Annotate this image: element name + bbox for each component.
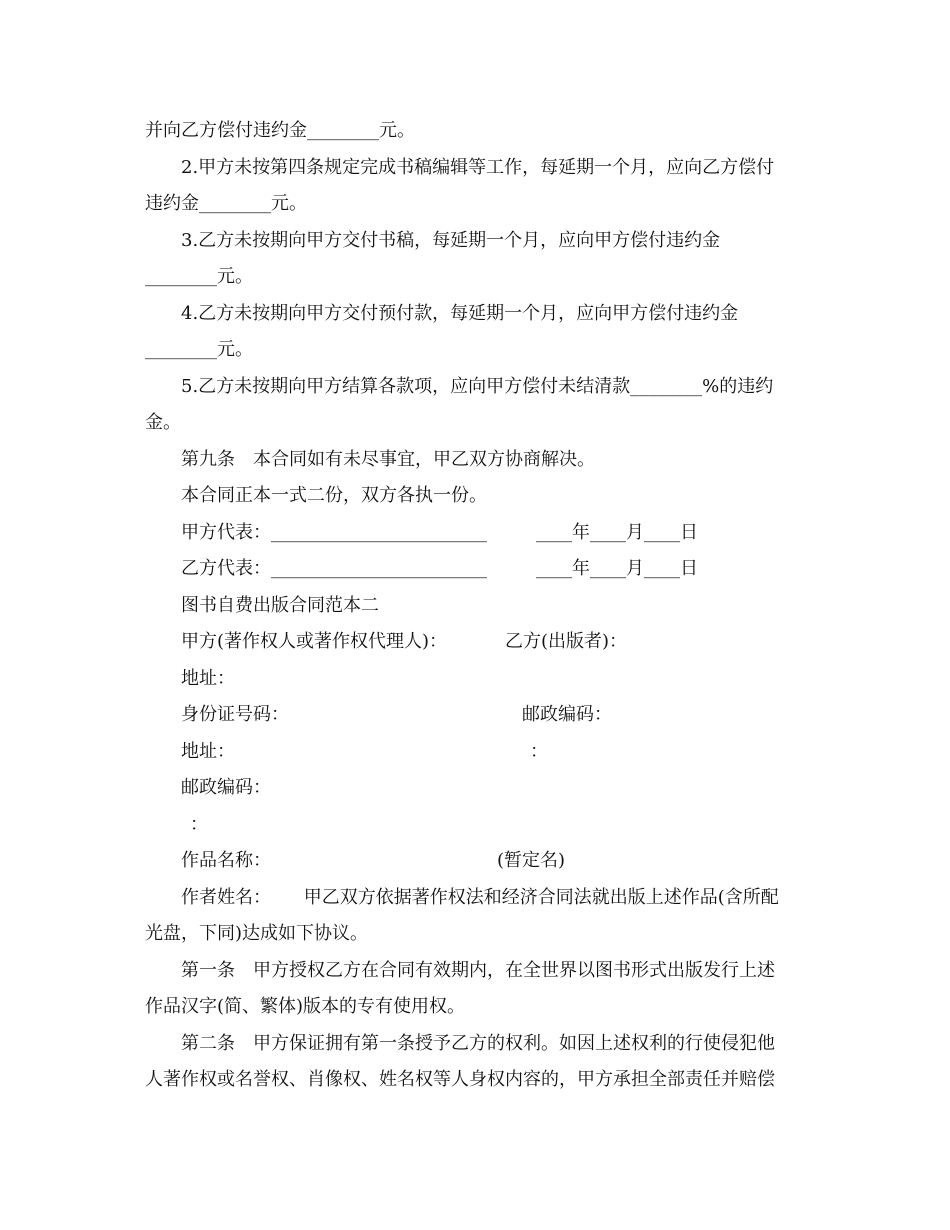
article-1-line-1: 第一条 甲方授权乙方在合同有效期内，在全世界以图书形式出版发行上述 <box>181 960 775 981</box>
party-a-date: ____年____月____日 <box>536 522 698 543</box>
postcode-label-1: 邮政编码： <box>522 704 612 725</box>
party-a-heading: 甲方(著作权人或著作权代理人)： <box>181 631 448 652</box>
party-b-heading: 乙方(出版者)： <box>505 631 628 652</box>
copies-statement: 本合同正本一式二份，双方各执一份。 <box>181 485 487 506</box>
clause-5-line-2: 金。 <box>145 412 181 433</box>
clause-2-line-2: 违约金________元。 <box>145 193 307 214</box>
penalty-tail-line: 并向乙方偿付违约金________元。 <box>145 120 415 141</box>
work-name-label: 作品名称： <box>181 850 271 871</box>
clause-3-line-2: ________元。 <box>145 266 253 287</box>
clause-5-line-1: 5.乙方未按期向甲方结算各款项，应向甲方偿付未结清款________%的违约 <box>181 376 774 397</box>
clause-4-line-2: ________元。 <box>145 339 253 360</box>
author-name-line-1: 作者姓名： 甲乙双方依据著作权法和经济合同法就出版上述作品(含所配 <box>181 887 779 908</box>
party-b-representative: 乙方代表：________________________ <box>181 558 487 579</box>
postcode-label-2: 邮政编码： <box>181 777 271 798</box>
clause-4-line-1: 4.乙方未按期向甲方交付预付款，每延期一个月，应向甲方偿付违约金 <box>181 303 739 324</box>
contract-2-title: 图书自费出版合同范本二 <box>181 595 379 616</box>
address-label-1: 地址： <box>181 668 235 689</box>
id-number-label: 身份证号码： <box>181 704 289 725</box>
party-b-date: ____年____月____日 <box>536 558 698 579</box>
address-label-2: 地址： <box>181 741 235 762</box>
article-2-line-1: 第二条 甲方保证拥有第一条授予乙方的权利。如因上述权利的行使侵犯他 <box>181 1033 775 1054</box>
author-name-line-2: 光盘，下同)达成如下协议。 <box>145 923 369 944</box>
clause-2-line-1: 2.甲方未按第四条规定完成书稿编辑等工作，每延期一个月，应向乙方偿付 <box>181 157 775 178</box>
article-9: 第九条 本合同如有未尽事宜，甲乙双方协商解决。 <box>181 449 595 470</box>
article-2-line-2: 人著作权或名誉权、肖像权、姓名权等人身权内容的，甲方承担全部责任并赔偿 <box>145 1069 775 1090</box>
party-a-representative: 甲方代表：________________________ <box>181 522 487 543</box>
article-1-line-2: 作品汉字(简、繁体)版本的专有使用权。 <box>145 996 466 1017</box>
tentative-name-note: (暂定名) <box>497 850 566 871</box>
colon-mark-2: ： <box>190 814 208 835</box>
clause-3-line-1: 3.乙方未按期向甲方交付书稿，每延期一个月，应向甲方偿付违约金 <box>181 230 721 251</box>
colon-mark-1: ： <box>530 741 548 762</box>
